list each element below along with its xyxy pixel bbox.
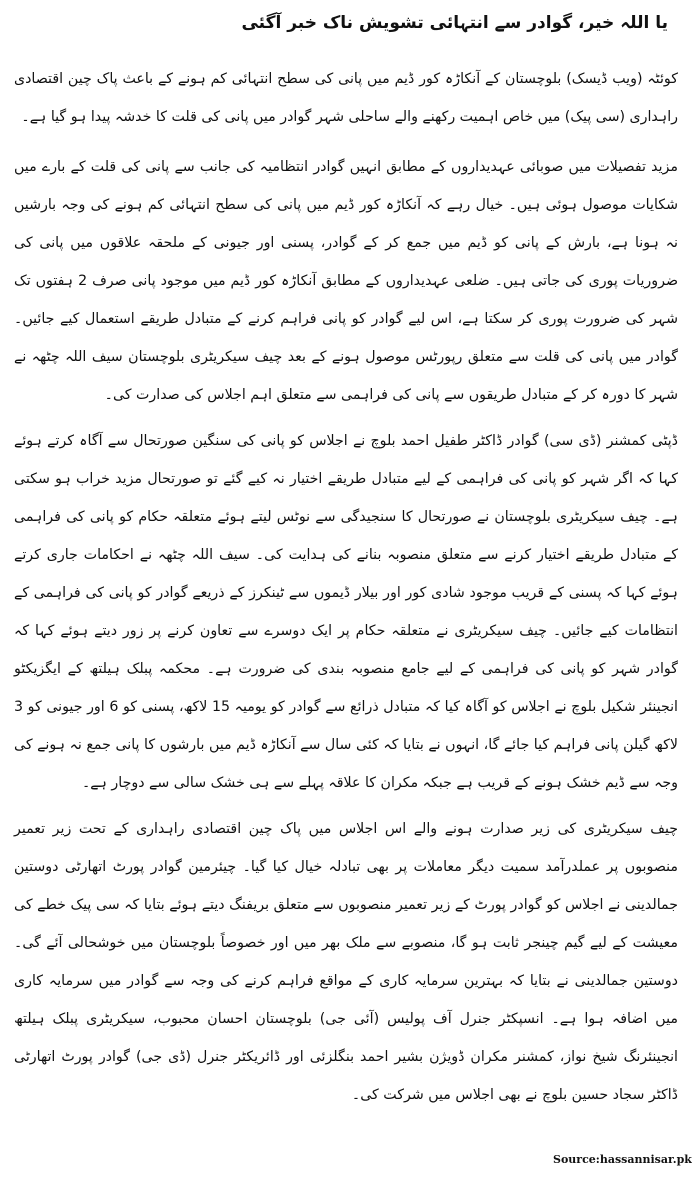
article-title: یا اللہ خیر، گوادر سے انتہائی تشویش ناک خبر آگئی xyxy=(241,13,668,33)
source-credit: Source:hassannisar.pk xyxy=(553,1153,692,1166)
article-paragraph-1: کوئٹہ (ویب ڈیسک) بلوچستان کے آنکاڑہ کور ڈیم میں پانی کی سطح انتہائی کم ہونے کے باعث پاک چین اقتصادی راہداری (سی پیک) میں خاص اہمیت رکھنے والے ساحلی شہر گوادر میں پانی کی قلت کا خدشہ پیدا ہو گیا ہے۔ xyxy=(14,71,678,125)
article-paragraph-4: چیف سیکریٹری کی زیر صدارت ہونے والے اس اجلاس میں پاک چین اقتصادی راہداری کے تحت زیر تعمیر منصوبوں پر عملدرآمد سمیت دیگر معاملات پر بھی تبادلہ خیال کیا گیا۔ چیئرمین گوادر پورٹ اتھارٹی دوستین جمالدینی نے اجلاس کو گوادر پورٹ کے زیر تعمیر منصوبوں سے متعلق بریفنگ دیتے ہوئے بتایا کہ سی پیک خطے کی معیشت کے لیے گیم چینجر ثابت ہو گا، منصوبے سے ملک بھر میں اور خصوصاً بلوچستان میں خوشحالی آئے گی۔ دوستین جمالدینی نے بتایا کہ بہترین سرمایہ کاری کے مواقع فراہم کرنے کی وجہ سے گوادر میں سرمایہ کاری میں اضافہ ہوا ہے۔ انسپکٹر جنرل آف پولیس (آئی جی) بلوچستان احسان محبوب، سیکریٹری پبلک ہیلتھ انجینئرنگ شیخ نواز، کمشنر مکران ڈویژن بشیر احمد بنگلزئی اور ڈائریکٹر جنرل (ڈی جی) گوادر پورٹ اتھارٹی ڈاکٹر سجاد حسین بلوچ نے بھی اجلاس میں شرکت کی۔ xyxy=(14,821,678,1103)
article-paragraph-2: مزید تفصیلات میں صوبائی عہدیداروں کے مطابق انہیں گوادر انتظامیہ کی جانب سے پانی کی قلت کے بارے میں شکایات موصول ہوئی ہیں۔ خیال رہے کہ آنکاڑہ کور ڈیم میں پانی کی سطح انتہائی کم ہونے کی وجہ بارشیں نہ ہونا ہے، بارش کے پانی کو ڈیم میں جمع کر کے گوادر، پسنی اور جیونی کے ملحقہ علاقوں میں پانی کی ضروریات پوری کی جاتی ہیں۔ ضلعی عہدیداروں کے مطابق آنکاڑہ کور ڈیم میں موجود پانی صرف 2 ہفتوں تک شہر کی ضرورت پوری کر سکتا ہے، اس لیے گوادر کو پانی فراہم کرنے کے متبادل طریقے استعمال کیے جائیں۔ گوادر میں پانی کی قلت سے متعلق رپورٹس موصول ہونے کے بعد چیف سیکریٹری بلوچستان سیف اللہ چٹھہ نے شہر کا دورہ کر کے متبادل طریقوں سے پانی کی فراہمی سے متعلق اہم اجلاس کی صدارت کی۔ xyxy=(14,159,678,403)
article-paragraph-3: ڈپٹی کمشنر (ڈی سی) گوادر ڈاکٹر طفیل احمد بلوچ نے اجلاس کو پانی کی سنگین صورتحال سے آگاہ کرتے ہوئے کہا کہ اگر شہر کو پانی کی فراہمی کے لیے متبادل طریقے اختیار نہ کیے گئے تو صورتحال مزید خراب ہو سکتی ہے۔ چیف سیکریٹری بلوچستان نے صورتحال کا سنجیدگی سے نوٹس لیتے ہوئے متعلقہ حکام کو پانی کی فراہمی کے متبادل طریقے اختیار کرنے سے متعلق منصوبہ بنانے کی ہدایت کی۔ سیف اللہ چٹھہ نے احکامات جاری کرتے ہوئے کہا کہ پسنی کے قریب موجود شادی کور اور بیلار ڈیموں سے ٹینکرز کے ذریعے گوادر کو پانی کی فراہمی کے انتظامات کیے جائیں۔ چیف سیکریٹری نے متعلقہ حکام پر ایک دوسرے سے تعاون کرنے پر زور دیتے ہوئے کہا کہ گوادر شہر کو پانی کی فراہمی کے لیے جامع منصوبہ بندی کی ضرورت ہے۔ محکمہ پبلک ہیلتھ کے ایگزیکٹو انجینئر شکیل بلوچ نے اجلاس کو آگاہ کیا کہ متبادل ذرائع سے گوادر کو یومیہ 15 لاکھ، پسنی کو 6 اور جیونی کو 3 لاکھ گیلن پانی فراہم کیا جائے گا، انہوں نے بتایا کہ کئی سال سے آنکاڑہ ڈیم میں بارشوں کا پانی جمع نہ ہونے کی وجہ سے ڈیم خشک ہونے کے قریب ہے جبکہ مکران کا علاقہ پہلے سے ہی خشک سالی سے دوچار ہے۔ xyxy=(14,433,678,791)
